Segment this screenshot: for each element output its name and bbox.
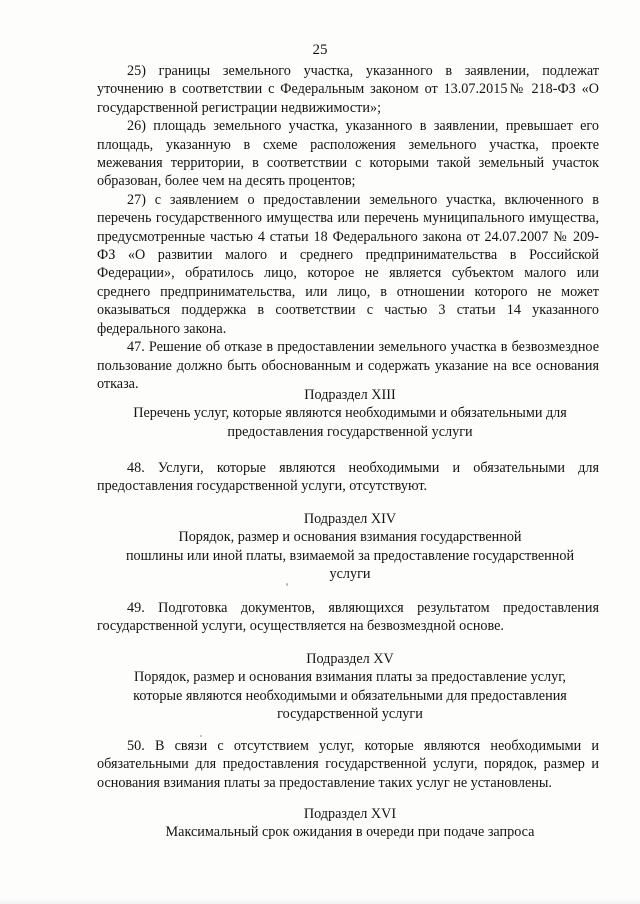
subsection-heading-xiii bbox=[60, 386, 640, 441]
paragraph-block-50 bbox=[97, 737, 599, 792]
paragraph-item-48: 48. Услуги, которые являются необходимыми и обязательными для предоставления государственной услуги, отсутствуют. bbox=[97, 460, 599, 495]
subsection-heading-xvi bbox=[60, 805, 640, 842]
subsection-label: Подраздел XIV bbox=[303, 511, 397, 527]
subsection-title-line: Перечень услуг, которые являются необходимыми и обязательными для bbox=[133, 405, 567, 422]
subsection-title-line: пошлины или иной платы, взимаемой за предоставление государственной bbox=[125, 547, 575, 564]
subsection-title-line: предоставления государственной услуги bbox=[227, 423, 473, 440]
subsection-title-line: которые являются необходимыми и обязательными для предоставления bbox=[133, 687, 567, 704]
subsection-title-line: Максимальный срок ожидания в очереди при подаче запроса bbox=[165, 824, 535, 841]
subsection-heading-xiv bbox=[60, 510, 640, 584]
scan-speck bbox=[200, 735, 202, 737]
paragraph-item-25: 25) границы земельного участка, указанного в заявлении, подлежат уточнению в соответствии с Федеральным законом от 13.07.2015№ 218-ФЗ «О государственной регистрации недвижимости»; bbox=[97, 63, 599, 116]
paragraph-item-49: 49. Подготовка документов, являющихся результатом предоставления государственной услуги, осуществляется на безвозмездной основе. bbox=[97, 600, 599, 635]
subsection-title-line: услуги bbox=[329, 566, 371, 583]
subsection-label: Подраздел XV bbox=[306, 651, 394, 667]
paragraph-item-26: 26) площадь земельного участка, указанного в заявлении, превышает его площадь, указанную в схеме расположения земельного участка, проекте межевания территории, в соответствии с которыми такой земельный участок образован, более чем на десять процентов; bbox=[97, 118, 599, 190]
subsection-title-line: государственной услуги bbox=[277, 706, 423, 723]
paragraph-block-48 bbox=[97, 459, 599, 496]
page-number: 25 bbox=[312, 42, 328, 58]
scan-speck bbox=[286, 583, 288, 586]
subsection-title-line: Порядок, размер и основания взимания платы за предоставление услуг, bbox=[134, 669, 566, 686]
subsection-title-line: Порядок, размер и основания взимания государственной bbox=[178, 529, 522, 546]
paragraph-item-50: 50. В связи с отсутствием услуг, которые являются необходимыми и обязательными для предоставления государственной услуги, порядок, размер и основания взимания платы за предоставление таких услуг не установлены. bbox=[97, 738, 599, 791]
paragraph-item-47: 47. Решение об отказе в предоставлении земельного участка в безвозмездное пользование должно быть обоснованным и содержать указание на все основания отказа. bbox=[97, 339, 599, 392]
paragraph-item-27: 27) с заявлением о предоставлении земельного участка, включенного в перечень государственного имущества или перечень муниципального имущества, предусмотренные частью 4 статьи 18 Федерального закона от 24.07.2007 № 209-ФЗ «О развитии малого и среднего предпринимательства в Российской Федерации», обратилось лицо, которое не является субъектом малого или среднего предпринимательства, или лицо, в отношении которого не может оказываться поддержка в соответствии с частью 3 статьи 14 указанного федерального закона. bbox=[97, 191, 599, 337]
scan-edge bbox=[0, 898, 640, 904]
subsection-heading-xv bbox=[60, 650, 640, 724]
subsection-label: Подраздел XIII bbox=[304, 387, 396, 403]
subsection-label: Подраздел XVI bbox=[303, 806, 397, 822]
paragraph-block-49 bbox=[97, 599, 599, 636]
items-block-top bbox=[97, 62, 599, 393]
